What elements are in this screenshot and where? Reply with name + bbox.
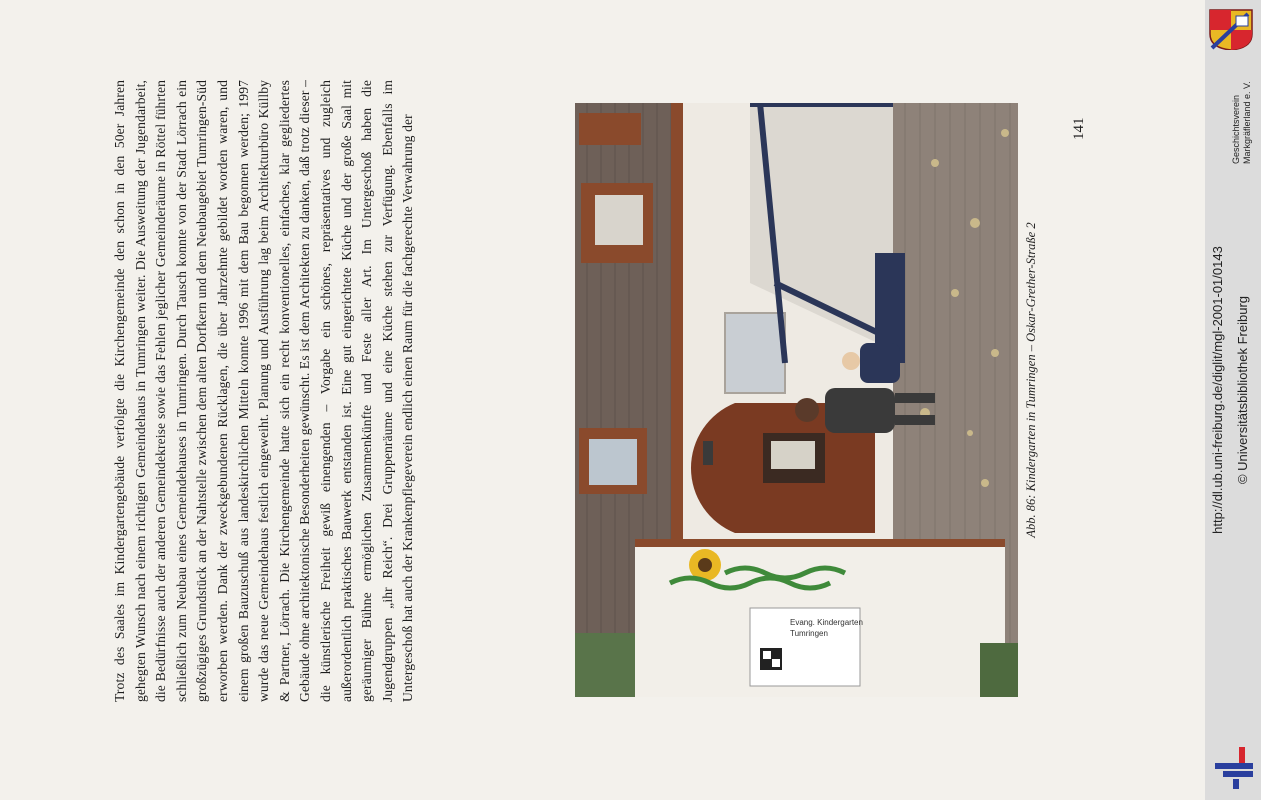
page-number: 141 [1071,117,1087,140]
body-paragraph: Trotz des Saales im Kindergartengebäude verfolgte die Kirchengemeinde den schon in den 50er Jahren gehegten Wunsch nach einem richtigen Gemeindehaus in Tumringen weiter. Die Ausweitung der Jugendarbeit, die Bedürfnisse auch der anderen Gemeindekreise sowie das Fehlen jeglicher Gemeinderäume in Röttel führten schließlich zum Neubau eines Gemeindehauses in Tumringen. Durch Tausch konnte von der Stadt Lörrach ein großzügiges Grundstück an der Nahtstelle zwischen dem alten Dorfkern und dem Neubaugebiet Tumringen-Süd erworben werden. Dank der zweckgebundenen Rücklagen, die über Jahrzehnte gebildet worden waren, und einem großen Bauzuschuß aus landeskirchlichen Mitteln konnte 1996 mit dem Bau begonnen werden; 1997 wurde das neue Gemeindehaus festlich eingeweiht. Planung und Ausführung lag beim Architekturbüro Küllby & Partner, Lörrach. Die Kirchengemeinde hatte sich ein recht konventionelles, einfaches, klar gegliedertes Gebäude ohne architektonische Besonderheiten gewünscht. Es ist dem Architekten zu danken, daß trotz dieser – die künstlerische Freiheit gewiß einengenden – Vorgabe ein schönes, repräsentatives und zugleich außerordentlich praktisches Bauwerk entstanden ist. Eine gut eingerichtete Küche und der große Saal mit geräumiger Bühne ermöglichen Zusammenkünfte und Feste aller Art. Im Untergeschoß haben die Jugendgruppen „ihr Reich“. Drei Gruppenräume und eine Küche stehen zur Verfügung. Ebenfalls im Untergeschoß hat auch der Krankenpflegeverein endlich einen Raum für die fachgerechte Verwahrung der [112,80,416,702]
kindergarten-photo [575,103,1018,697]
copyright-notice: © Universitätsbibliothek Freiburg [1235,295,1250,485]
sign-text-2: Tumringen [790,629,828,638]
university-library-logo-icon [1213,745,1255,791]
society-name-line1: Geschichtsverein [1231,94,1241,164]
source-url-link[interactable]: http://dl.ub.uni-freiburg.de/diglit/mgl-2001-01/0143 [1210,246,1225,534]
figure-caption: Abb. 86: Kindergarten in Tumringen – Oskar-Grether-Straße 2 [1024,222,1038,538]
body-text-block [110,80,530,702]
sign-text-1: Evang. Kindergarten [790,618,863,627]
society-name-line2: Markgräflerland e. V. [1242,81,1252,164]
coat-of-arms-icon [1208,8,1254,50]
